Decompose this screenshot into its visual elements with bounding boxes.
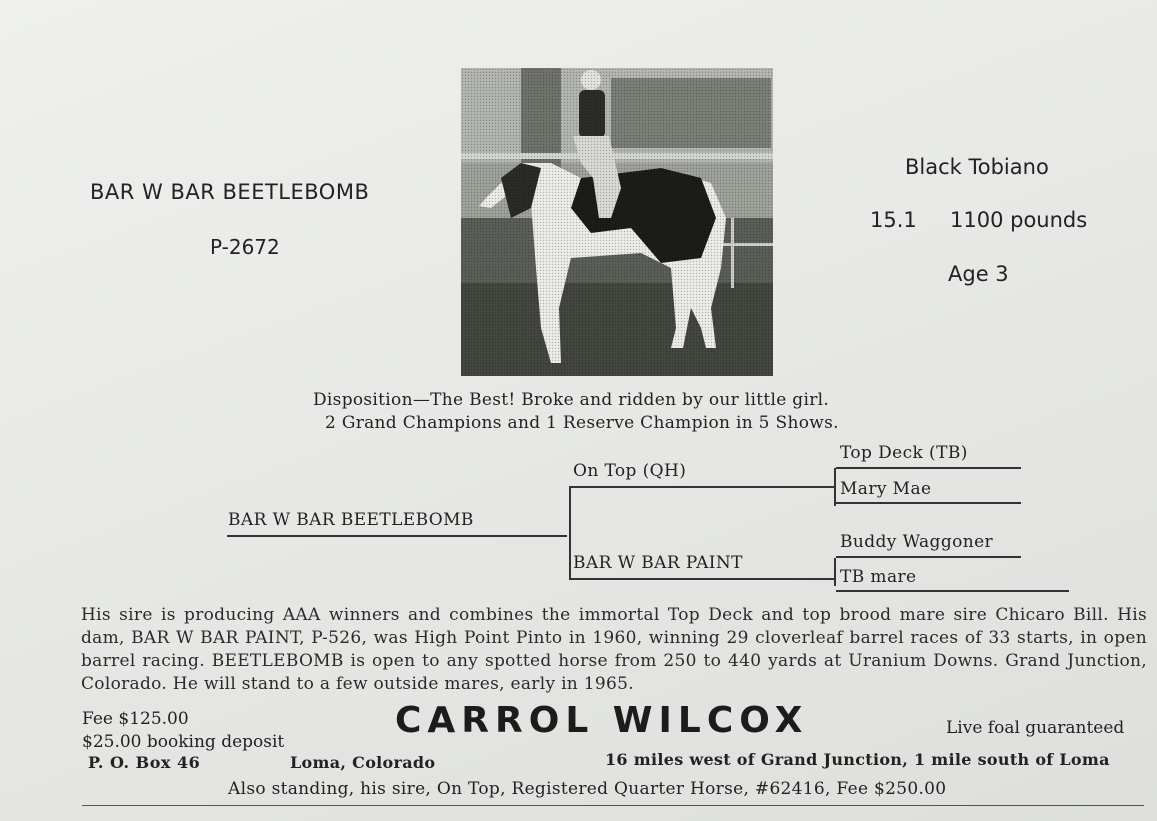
pedigree-bracket-1 [569,487,571,579]
live-foal-guarantee: Live foal guaranteed [946,718,1125,738]
horse-photo [461,68,773,376]
pedigree-bracket-3 [834,558,836,586]
booking-deposit: $25.00 booking deposit [82,732,285,752]
description-paragraph: His sire is producing AAA winners and combines the immortal Top Deck and top brood mare sire Chicaro Bill. His dam, BAR W BAR PAINT, P-526, was High Point Pinto in 1960, winning 29 cloverleaf barrel races of 33 starts, in open barrel racing. BEETLEBOMB is open to any spotted horse from 250 to 440 yards at Uranium Downs. Grand Junction, Colorado. He will stand to a few outside mares, early in 1965. [81,605,1147,694]
coat-color: Black Tobiano [905,155,1049,179]
po-box: P. O. Box 46 [88,753,201,772]
pedigree-sire: On Top (QH) [573,461,687,481]
pedigree-bracket-2 [834,468,836,506]
pedigree-line-dam [569,578,834,580]
pedigree-line-dam-sire [836,556,1021,558]
pedigree-sire-dam: Mary Mae [840,479,932,499]
bottom-rule [82,805,1144,806]
age: Age 3 [948,262,1009,286]
height-hands: 15.1 [870,208,917,232]
owner-name: CARROL WILCOX [395,700,809,741]
pedigree-sire-sire: Top Deck (TB) [840,443,968,463]
town: Loma, Colorado [290,753,436,772]
directions: 16 miles west of Grand Junction, 1 mile south of Loma [605,750,1110,769]
horse-name: BAR W BAR BEETLEBOMB [90,180,370,204]
pedigree-dam-dam: TB mare [840,567,917,587]
weight: 1100 pounds [950,208,1088,232]
pedigree-line-sire-dam [836,502,1021,504]
horse-with-rider-image [461,68,773,376]
stud-fee: Fee $125.00 [82,709,189,729]
disposition-line-1: Disposition—The Best! Broke and ridden by our little girl. [313,390,830,410]
pedigree-dam: BAR W BAR PAINT [573,553,743,573]
disposition-line-2: 2 Grand Champions and 1 Reserve Champion in 5 Shows. [325,413,839,433]
pedigree-line-horse [227,535,567,537]
also-standing-note: Also standing, his sire, On Top, Registered Quarter Horse, #62416, Fee $250.00 [228,779,947,799]
pedigree-line-dam-dam [836,590,1069,592]
pedigree-horse: BAR W BAR BEETLEBOMB [228,510,474,530]
pedigree-line-sire [569,486,834,488]
pedigree-dam-sire: Buddy Waggoner [840,532,994,552]
pedigree-line-sire-sire [836,467,1021,469]
registration-number: P-2672 [210,235,280,259]
